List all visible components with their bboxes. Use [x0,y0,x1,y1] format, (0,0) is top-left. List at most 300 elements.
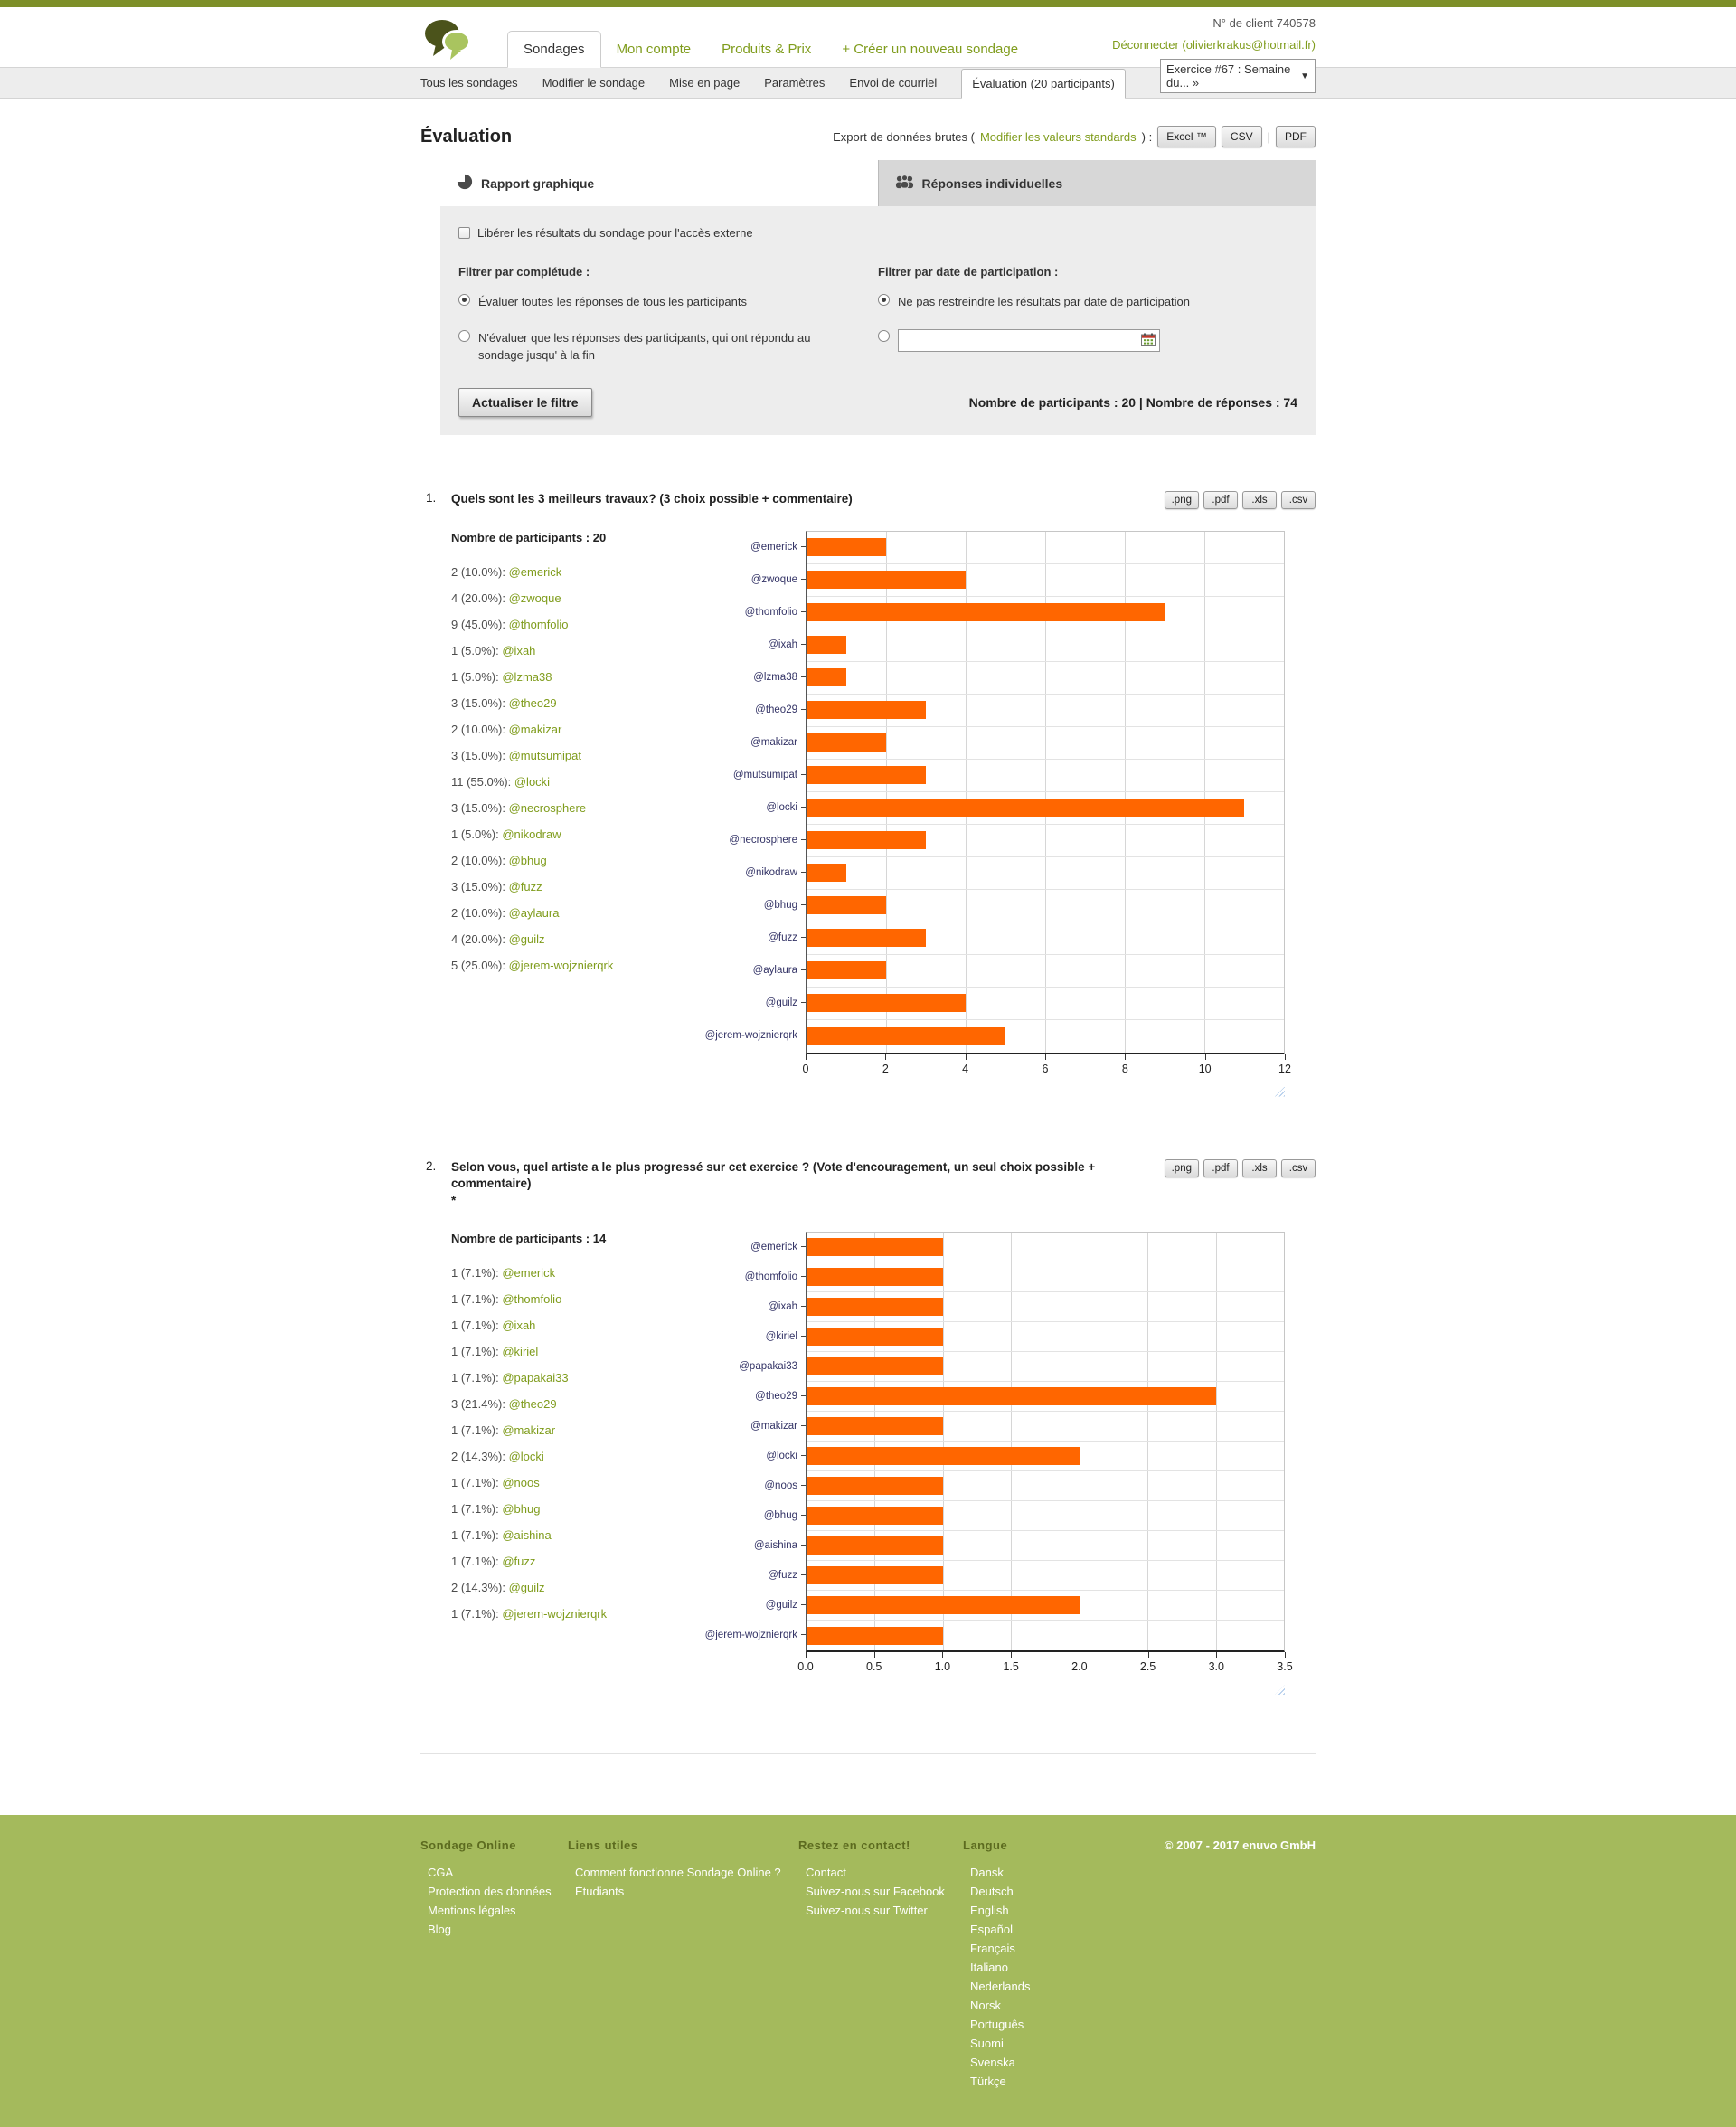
stat-row [451,638,688,664]
x-axis-tick-label: 4 [962,1062,969,1075]
participation-date-input[interactable] [898,329,1160,352]
download-png-button[interactable]: .png [1165,491,1199,509]
chart-row-aishina [807,1531,1284,1561]
user-link-theo29[interactable]: @theo29 [508,695,557,710]
stat-count: 1 (7.1%): [451,1345,503,1359]
category-label-text: @fuzz [768,1569,797,1581]
export-label-prefix: Export de données brutes ( [833,129,975,144]
user-link-papakai33[interactable]: @papakai33 [502,1371,569,1385]
stat-row [451,847,688,874]
footer-link-suivez-nous-sur-twitter[interactable]: Suivez-nous sur Twitter [806,1904,928,1918]
footer-link-suivez-nous-sur-facebook[interactable]: Suivez-nous sur Facebook [806,1885,945,1899]
bar-kiriel [807,1328,943,1346]
chart-row-makizar [807,727,1284,760]
user-link-noos[interactable]: @noos [502,1476,540,1490]
user-link-kiriel[interactable]: @kiriel [502,1345,539,1359]
user-link-fuzz[interactable]: @fuzz [502,1555,536,1569]
category-label-bhug [688,1500,806,1530]
pie-chart-icon [457,174,473,193]
site-header [0,7,1736,67]
footer-link-blog[interactable]: Blog [428,1923,452,1937]
footer-column-sondage-online [420,1839,568,2091]
radio-evaluate-finished[interactable] [458,330,470,342]
stat-count: 1 (7.1%): [451,1423,503,1438]
chart-row-ixah [807,629,1284,662]
stat-count: 1 (7.1%): [451,1528,503,1543]
chart-row-ixah [807,1292,1284,1322]
question-2-number: 2. [426,1158,437,1173]
speech-bubbles-logo-icon [424,50,475,63]
category-label-text: @guilz [765,997,797,1008]
radio-no-date-restriction[interactable] [878,294,890,306]
user-link-ixah[interactable]: @ixah [502,1319,536,1333]
category-label-text: @bhug [763,1509,797,1521]
chart-row-necrosphere [807,825,1284,857]
x-axis-tick [1045,1054,1046,1060]
bar-ixah [807,1298,943,1316]
bar-makizar [807,1417,943,1435]
user-link-nikodraw[interactable]: @nikodraw [502,827,561,841]
chart-row-aylaura [807,955,1284,988]
footer-heading-restez-en-contact: Restez en contact! [798,1839,910,1853]
stat-count: 1 (7.1%): [451,1319,503,1333]
stat-count: 1 (7.1%): [451,1607,503,1621]
logout-link[interactable]: Déconnecter (olivierkrakus@hotmail.fr) [1112,38,1316,52]
footer-link-fran-ais[interactable]: Français [970,1942,1015,1956]
footer-link-dansk[interactable]: Dansk [970,1866,1004,1880]
category-label-jerem-wojznierqrk [688,1019,806,1052]
section-divider [420,1753,1316,1754]
x-axis-tick-label: 1.5 [1003,1660,1019,1674]
export-button-pdf[interactable]: PDF [1276,126,1316,147]
user-link-guilz[interactable]: @guilz [508,931,545,946]
user-link-makizar[interactable]: @makizar [502,1423,556,1438]
category-label-text: @zwoque [750,573,797,585]
category-label-emerick [688,1232,806,1262]
chart-row-jerem-wojznierqrk [807,1621,1284,1650]
category-label-theo29 [688,1381,806,1411]
bar-nikodraw [807,864,846,882]
footer-link-nederlands[interactable]: Nederlands [970,1980,1031,1994]
x-axis-tick-label: 10 [1198,1062,1212,1075]
stat-row [451,769,688,795]
category-label-text: @nikodraw [745,866,797,878]
refresh-filter-button[interactable]: Actualiser le filtre [458,388,592,417]
user-link-emerick[interactable]: @emerick [502,1266,556,1281]
stat-row [451,1286,688,1312]
stat-count: 1 (7.1%): [451,1476,503,1490]
stat-count: 5 (25.0%): [451,958,509,972]
category-label-jerem-wojznierqrk [688,1620,806,1650]
release-results-checkbox[interactable] [458,227,470,239]
stat-count: 2 (10.0%): [451,564,509,579]
copyright: © 2007 - 2017 enuvo GmbH [1164,1839,1316,1853]
stat-row [451,611,688,638]
chart-row-fuzz [807,922,1284,955]
question-1-participants: Nombre de participants : 20 [451,530,607,544]
x-axis-tick-label: 2.0 [1071,1660,1088,1674]
chart-row-fuzz [807,1561,1284,1591]
category-label-makizar [688,726,806,759]
stat-count: 2 (10.0%): [451,853,509,867]
stat-row [451,821,688,847]
bar-theo29 [807,1387,1216,1405]
footer-link-suomi[interactable]: Suomi [970,2037,1004,2051]
user-link-makizar[interactable]: @makizar [508,722,562,736]
client-number: N° de client 740578 [1212,16,1316,30]
stat-count: 1 (7.1%): [451,1371,503,1385]
user-link-thomfolio[interactable]: @thomfolio [502,1292,562,1307]
x-axis-tick [966,1054,967,1060]
stat-row [451,585,688,611]
bar-thomfolio [807,603,1165,621]
download-xls-button[interactable]: .xls [1242,1159,1277,1177]
stat-count: 4 (20.0%): [451,591,509,605]
category-label-text: @necrosphere [729,834,797,846]
category-label-guilz [688,987,806,1019]
x-axis-tick-label: 0.0 [797,1660,814,1674]
footer-link-portugu-s[interactable]: Português [970,2018,1024,2032]
question-1-block [420,487,1316,1097]
bar-aylaura [807,961,886,979]
download-xls-button[interactable]: .xls [1242,491,1277,509]
stat-count: 1 (7.1%): [451,1555,503,1569]
chart-row-locki [807,792,1284,825]
chart-plot [806,531,1285,1054]
question-1-export-buttons [1165,491,1316,509]
download-pdf-button[interactable]: .pdf [1203,491,1238,509]
category-label-text: @aishina [753,1539,797,1551]
bar-aishina [807,1536,943,1555]
stat-count: 1 (5.0%): [451,827,503,841]
x-axis-tick-label: 3.5 [1277,1660,1293,1674]
user-link-thomfolio[interactable]: @thomfolio [508,617,569,631]
stat-count: 1 (5.0%): [451,669,503,684]
survey-selector-value: Exercice #67 : Semaine du... » [1166,62,1291,90]
nav-tab-cr-er-un-nouveau-sondage[interactable]: + Créer un nouveau sondage [842,42,1019,57]
x-axis-tick-label: 8 [1121,1062,1128,1075]
tab-graphic-report-label: Rapport graphique [481,175,595,191]
footer-link-tudiants[interactable]: Étudiants [575,1885,625,1899]
nav-tab-produits-prix[interactable]: Produits & Prix [722,42,812,57]
subnav-item-param-tres[interactable]: Paramètres [764,76,826,90]
export-buttons [1157,126,1316,147]
stat-row [451,559,688,585]
footer-link-comment-fonctionne-sondage-online[interactable]: Comment fonctionne Sondage Online ? [575,1866,781,1880]
chart-area [688,531,1291,1097]
stat-count: 11 (55.0%): [451,774,514,789]
site-logo[interactable] [424,19,475,63]
chart-row-kiriel [807,1322,1284,1352]
bar-fuzz [807,929,926,947]
filter-date-label: Filtrer par date de participation : [878,265,1059,279]
filter-completeness-label: Filtrer par complétude : [458,265,590,279]
category-label-theo29 [688,694,806,726]
footer-link-norsk[interactable]: Norsk [970,1999,1001,2013]
x-axis-tick-label: 6 [1042,1062,1049,1075]
bar-zwoque [807,571,966,589]
stat-count: 3 (15.0%): [451,879,509,893]
x-axis-tick [1148,1652,1149,1658]
footer-heading-sondage-online: Sondage Online [420,1839,516,1853]
x-axis-tick-label: 2 [882,1062,889,1075]
stat-row [451,874,688,900]
download-csv-button[interactable]: .csv [1281,1159,1316,1177]
export-button-csv[interactable]: CSV [1222,126,1262,147]
x-axis-tick [1205,1054,1206,1060]
footer-link-t-rk-e[interactable]: Türkçe [970,2075,1006,2089]
category-label-text: @lzma38 [753,671,797,683]
footer-link-mentions-l-gales[interactable]: Mentions légales [428,1904,516,1918]
question-2-bar-chart [688,1232,1293,1695]
modify-standard-values-link[interactable]: Modifier les valeurs standards [979,129,1137,144]
bar-ixah [807,636,846,654]
x-axis-tick [1011,1652,1012,1658]
bar-emerick [807,538,886,556]
chart-row-zwoque [807,564,1284,597]
stat-row [451,795,688,821]
category-label-text: @thomfolio [744,1271,797,1282]
x-axis-tick-label: 1.0 [934,1660,951,1674]
category-label-thomfolio [688,1262,806,1291]
footer-heading-liens-utiles: Liens utiles [568,1839,638,1853]
category-label-fuzz [688,1560,806,1590]
stat-row [451,664,688,690]
user-link-zwoque[interactable]: @zwoque [508,591,561,605]
stat-row [451,716,688,742]
subnav-item-modifier-le-sondage[interactable]: Modifier le sondage [542,76,646,90]
download-png-button[interactable]: .png [1165,1159,1199,1177]
chart-resize-handle[interactable] [1275,1087,1285,1097]
category-label-locki [688,1441,806,1470]
bar-jerem-wojznierqrk [807,1627,943,1645]
footer-link-deutsch[interactable]: Deutsch [970,1885,1014,1899]
user-link-bhug[interactable]: @bhug [508,853,547,867]
footer-heading-langue: Langue [963,1839,1008,1853]
category-label-aishina [688,1530,806,1560]
chart-resize-handle[interactable] [1275,1685,1285,1695]
chart-row-bhug [807,890,1284,922]
stat-row [451,1338,688,1365]
category-label-lzma38 [688,661,806,694]
category-label-fuzz [688,922,806,954]
stat-count: 3 (21.4%): [451,1397,509,1412]
chart-row-guilz [807,1591,1284,1621]
question-1-bar-chart [688,531,1291,1097]
user-link-ixah[interactable]: @ixah [502,643,536,657]
category-label-text: @theo29 [755,704,797,715]
subnav-item-envoi-de-courriel[interactable]: Envoi de courriel [849,76,938,90]
category-label-text: @noos [764,1479,797,1491]
user-link-locki[interactable]: @locki [514,774,551,789]
stat-count: 1 (7.1%): [451,1502,503,1517]
stat-count: 2 (14.3%): [451,1581,509,1595]
tab-individual-responses[interactable] [878,160,1316,206]
bar-lzma38 [807,668,846,686]
people-group-icon [895,175,914,192]
chart-row-papakai33 [807,1352,1284,1382]
category-label-necrosphere [688,824,806,856]
category-label-ixah [688,629,806,661]
question-2-title: Selon vous, quel artiste a le plus progressé sur cet exercice ? (Vote d'encouragement, un seul choix possible + commentaire) * [451,1159,1165,1211]
footer-link-cga[interactable]: CGA [428,1866,454,1880]
category-label-text: @locki [766,1450,797,1461]
category-label-text: @emerick [750,1241,797,1253]
x-axis-tick [942,1652,943,1658]
user-link-aishina[interactable]: @aishina [502,1528,552,1543]
category-label-text: @fuzz [768,931,797,943]
category-label-noos [688,1470,806,1500]
main-content [420,126,1316,1754]
user-link-necrosphere[interactable]: @necrosphere [508,800,587,815]
release-results-label: Libérer les résultats du sondage pour l'accès externe [477,226,753,240]
user-link-emerick[interactable]: @emerick [508,564,562,579]
stat-count: 2 (10.0%): [451,722,509,736]
chart-row-locki [807,1442,1284,1471]
category-label-text: @ixah [768,1300,797,1312]
user-link-bhug[interactable]: @bhug [502,1502,541,1517]
footer-link-protection-des-donn-es[interactable]: Protection des données [428,1885,552,1899]
bar-bhug [807,1507,943,1525]
nav-tab-mon-compte[interactable]: Mon compte [616,42,692,57]
radio-evaluate-all[interactable] [458,294,470,306]
nav-tab-sondages[interactable]: Sondages [507,31,601,68]
radio-date-restriction[interactable] [878,330,890,342]
stat-row [451,742,688,769]
stat-row [451,952,688,978]
bar-bhug [807,896,886,914]
subnav-links [420,76,961,98]
chart-row-makizar [807,1412,1284,1442]
stat-count: 9 (45.0%): [451,617,509,631]
question-2-block [420,1139,1316,1696]
bar-noos [807,1477,943,1495]
calendar-icon[interactable] [1141,333,1156,352]
footer-column-langue [963,1839,1157,2091]
bar-jerem-wojznierqrk [807,1027,1005,1045]
radio-no-date-restriction-label: Ne pas restreindre les résultats par date de participation [898,295,1191,308]
radio-evaluate-finished-label: N'évaluer que les réponses des participants, qui ont répondu au sondage jusqu' à la fin [478,330,811,362]
bar-guilz [807,994,966,1012]
category-label-text: @jerem-wojznierqrk [704,1629,797,1640]
chart-row-noos [807,1471,1284,1501]
tab-individual-responses-label: Réponses individuelles [921,175,1063,191]
footer-link-svenska[interactable]: Svenska [970,2056,1015,2070]
primary-nav [507,31,1033,67]
x-axis-tick [806,1054,807,1060]
stat-row [451,1312,688,1338]
stat-count: 3 (15.0%): [451,800,509,815]
stat-row [451,1417,688,1443]
bar-fuzz [807,1566,943,1584]
subnav-item-mise-en-page[interactable]: Mise en page [669,76,741,90]
x-axis-tick [1216,1652,1217,1658]
survey-subnav [0,62,1736,99]
user-link-theo29[interactable]: @theo29 [508,1397,557,1412]
download-csv-button[interactable]: .csv [1281,491,1316,509]
chart-plot [806,1232,1285,1652]
category-label-text: @jerem-wojznierqrk [704,1029,797,1041]
chart-row-jerem-wojznierqrk [807,1020,1284,1053]
subnav-item-tous-les-sondages[interactable]: Tous les sondages [420,76,518,90]
category-label-bhug [688,889,806,922]
tab-graphic-report[interactable] [440,160,878,206]
export-label-suffix: ) : [1141,129,1153,144]
category-label-locki [688,791,806,824]
x-axis-tick [885,1054,886,1060]
chart-row-guilz [807,988,1284,1020]
chart-category-labels [688,531,806,1097]
footer-link-english[interactable]: English [970,1904,1009,1918]
user-link-jerem-wojznierqrk[interactable]: @jerem-wojznierqrk [502,1607,608,1621]
category-label-text: @makizar [750,736,797,748]
category-label-text: @emerick [750,541,797,553]
x-axis-tick [1285,1652,1286,1658]
subnav-item-evaluation[interactable]: Évaluation (20 participants) [961,69,1126,99]
chart-row-theo29 [807,1382,1284,1412]
chart-plot-wrap [797,1232,1293,1695]
download-pdf-button[interactable]: .pdf [1203,1159,1238,1177]
user-link-jerem-wojznierqrk[interactable]: @jerem-wojznierqrk [508,958,614,972]
category-label-text: @theo29 [755,1390,797,1402]
export-button-excel[interactable]: Excel ™ [1157,126,1216,147]
user-link-mutsumipat[interactable]: @mutsumipat [508,748,581,762]
chart-row-theo29 [807,695,1284,727]
category-label-text: @aylaura [752,964,797,976]
chart-row-emerick [807,1233,1284,1262]
chart-row-thomfolio [807,1262,1284,1292]
footer-link-espa-ol[interactable]: Español [970,1923,1013,1937]
chart-row-emerick [807,532,1284,564]
page-footer [0,1815,1736,2127]
user-link-guilz[interactable]: @guilz [508,1581,545,1595]
category-label-guilz [688,1590,806,1620]
stat-count: 2 (10.0%): [451,905,509,920]
chevron-down-icon: ▼ [1300,71,1309,81]
footer-link-italiano[interactable]: Italiano [970,1961,1008,1975]
stat-row [451,1574,688,1601]
top-accent-bar [0,0,1736,7]
participants-responses-counts: Nombre de participants : 20 | Nombre de réponses : 74 [968,394,1297,410]
category-label-text: @mutsumipat [732,769,797,780]
footer-column-restez-en-contact [798,1839,963,2091]
footer-link-contact[interactable]: Contact [806,1866,846,1880]
category-label-zwoque [688,563,806,596]
user-link-lzma38[interactable]: @lzma38 [502,669,552,684]
x-axis-tick [1125,1054,1126,1060]
radio-evaluate-all-label: Évaluer toutes les réponses de tous les participants [478,295,748,308]
category-label-aylaura [688,954,806,987]
stat-row [451,1496,688,1522]
bar-necrosphere [807,831,926,849]
x-axis-tick-label: 12 [1278,1062,1291,1075]
stat-row [451,1391,688,1417]
bar-thomfolio [807,1268,943,1286]
user-link-aylaura[interactable]: @aylaura [508,905,560,920]
stat-row [451,1260,688,1286]
page-title: Évaluation [420,126,513,147]
user-link-fuzz[interactable]: @fuzz [508,879,542,893]
category-label-papakai33 [688,1351,806,1381]
category-label-emerick [688,531,806,563]
user-link-locki[interactable]: @locki [508,1450,544,1464]
stat-count: 4 (20.0%): [451,931,509,946]
question-2-stats-list [451,1260,688,1627]
chart-row-mutsumipat [807,760,1284,792]
category-label-text: @papakai33 [739,1360,797,1372]
bar-theo29 [807,701,926,719]
stat-row [451,1522,688,1548]
